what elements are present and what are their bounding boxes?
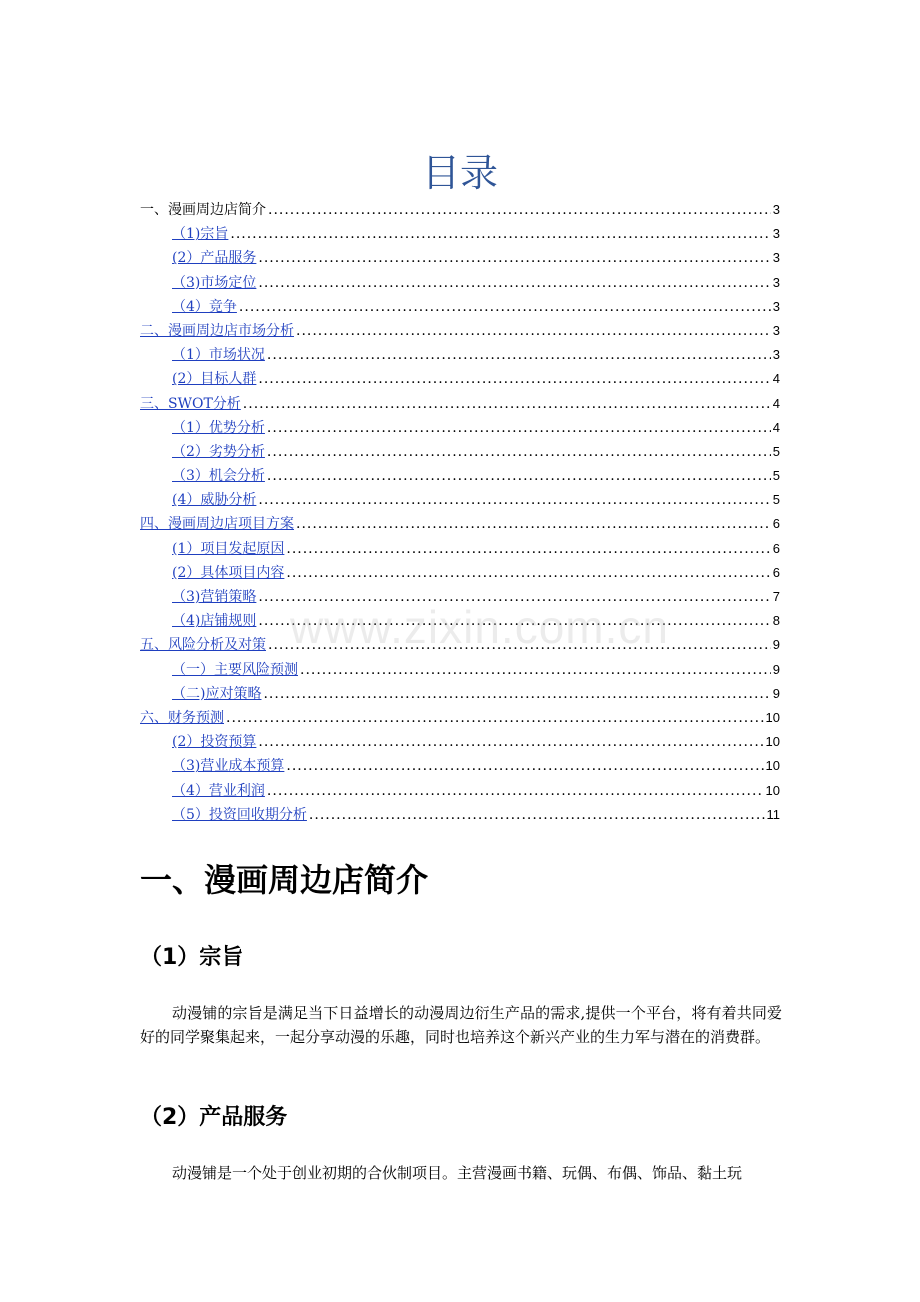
toc-entry-label[interactable]: 二、漫画周边店市场分析 <box>140 322 294 339</box>
toc-entry[interactable] <box>140 561 780 585</box>
toc-dot-leader <box>258 585 770 609</box>
toc-entry-label[interactable]: （4)店铺规则 <box>172 613 257 630</box>
toc-page-number: 9 <box>772 685 780 701</box>
toc-dot-leader <box>243 392 771 416</box>
toc-entry[interactable] <box>140 537 780 561</box>
toc-dot-leader <box>258 271 770 295</box>
toc-page-number: 3 <box>772 322 780 338</box>
toc-page-number: 5 <box>772 492 780 508</box>
toc-entry[interactable] <box>140 222 780 246</box>
toc-dot-leader <box>258 488 770 512</box>
toc-entry-label[interactable]: （3)营业成本预算 <box>172 758 285 775</box>
toc-entry[interactable] <box>140 779 780 803</box>
toc-entry-label[interactable]: （3）机会分析 <box>172 468 265 485</box>
toc-page-number: 5 <box>772 468 780 484</box>
toc-entry-label[interactable]: （2）劣势分析 <box>172 443 265 460</box>
toc-entry[interactable] <box>140 198 780 222</box>
toc-entry[interactable] <box>140 319 780 343</box>
toc-page-number: 9 <box>772 637 780 653</box>
toc-page-number: 4 <box>772 371 780 387</box>
toc-dot-leader <box>286 754 763 778</box>
toc-dot-leader <box>267 464 771 488</box>
toc-entry-label[interactable]: (4）威胁分析 <box>172 492 257 509</box>
toc-dot-leader <box>286 561 770 585</box>
toc-entry-label[interactable]: (2）投资预算 <box>172 734 257 751</box>
toc-dot-leader <box>258 367 770 391</box>
toc-entry-label[interactable]: （二)应对策略 <box>172 685 262 702</box>
toc-entry[interactable] <box>140 803 780 827</box>
toc-page-number: 3 <box>772 226 780 242</box>
toc-entry[interactable] <box>140 730 780 754</box>
toc-dot-leader <box>268 198 771 222</box>
section-heading: 一、漫画周边店简介 <box>140 861 429 899</box>
toc-entry[interactable] <box>140 658 780 682</box>
toc-page-number: 10 <box>765 782 780 798</box>
toc-title: 目录 <box>421 151 498 195</box>
toc-page-number: 10 <box>765 758 780 774</box>
toc-entry-label[interactable]: （3)营销策略 <box>172 589 257 605</box>
toc-entry[interactable] <box>140 392 780 416</box>
toc-entry-label[interactable]: 一、漫画周边店简介 <box>140 202 266 218</box>
toc-page-number: 6 <box>772 516 780 532</box>
toc-page-number: 6 <box>772 564 780 580</box>
toc-dot-leader <box>226 706 764 730</box>
toc-page-number: 7 <box>772 589 780 604</box>
toc-entry[interactable] <box>140 295 780 319</box>
toc-entry[interactable] <box>140 271 780 295</box>
toc-entry-label[interactable]: （4）竞争 <box>172 298 237 315</box>
toc-entry-label[interactable]: （一）主要风险预测 <box>172 661 298 678</box>
toc-entry-label[interactable]: （1)宗旨 <box>172 226 229 243</box>
toc-page-number: 11 <box>766 806 780 822</box>
table-of-contents <box>140 198 780 827</box>
toc-dot-leader <box>258 609 770 633</box>
toc-entry[interactable] <box>140 585 780 609</box>
toc-dot-leader <box>296 512 771 536</box>
toc-entry[interactable] <box>140 754 780 778</box>
toc-entry-label[interactable]: 五、风险分析及对策 <box>140 637 266 654</box>
toc-entry-label[interactable]: （4）营业利润 <box>172 782 265 799</box>
toc-page-number: 10 <box>765 734 780 750</box>
toc-dot-leader <box>268 633 771 657</box>
toc-entry[interactable] <box>140 246 780 270</box>
toc-entry-label[interactable]: （5）投资回收期分析 <box>172 806 307 823</box>
toc-entry[interactable] <box>140 464 780 488</box>
subsection-heading-purpose: （1）宗旨 <box>140 945 244 970</box>
toc-entry-label[interactable]: (1）项目发起原因 <box>172 540 285 557</box>
toc-entry-label[interactable]: (2）目标人群 <box>172 371 257 388</box>
toc-entry[interactable] <box>140 633 780 657</box>
toc-dot-leader <box>267 440 771 464</box>
toc-page-number: 4 <box>772 395 780 411</box>
toc-entry-label[interactable]: (2）产品服务 <box>172 250 257 267</box>
toc-dot-leader <box>239 295 771 319</box>
toc-page-number: 3 <box>772 298 780 314</box>
toc-entry[interactable] <box>140 343 780 367</box>
toc-dot-leader <box>258 246 770 270</box>
toc-page-number: 8 <box>772 613 780 629</box>
purpose-paragraph: 动漫铺的宗旨是满足当下日益增长的动漫周边衍生产品的需求,提供一个平台，将有着共同爱好的同学聚集起来，一起分享动漫的乐趣，同时也培养这个新兴产业的生力军与潜在的消费群。 <box>140 1004 782 1046</box>
toc-dot-leader <box>309 803 765 827</box>
toc-entry[interactable] <box>140 512 780 536</box>
watermark: www.zixin.com.cn <box>290 601 669 653</box>
toc-dot-leader <box>296 319 771 343</box>
toc-entry-label[interactable]: 三、SWOT分析 <box>140 395 241 412</box>
toc-dot-leader <box>230 222 770 246</box>
toc-entry-label[interactable]: 六、财务预测 <box>140 709 224 726</box>
toc-entry[interactable] <box>140 609 780 633</box>
toc-entry[interactable] <box>140 488 780 512</box>
toc-entry[interactable] <box>140 440 780 464</box>
toc-page-number: 6 <box>772 540 780 556</box>
toc-entry-label[interactable]: (2）具体项目内容 <box>172 564 285 581</box>
toc-page-number: 3 <box>772 274 780 290</box>
toc-entry-label[interactable]: （1）市场状况 <box>172 347 265 364</box>
subsection-heading-products: （2）产品服务 <box>140 1105 288 1130</box>
toc-page-number: 3 <box>772 202 780 217</box>
toc-entry[interactable] <box>140 367 780 391</box>
toc-entry-label[interactable]: （1）优势分析 <box>172 419 265 436</box>
toc-entry-label[interactable]: （3)市场定位 <box>172 274 257 291</box>
toc-page-number: 10 <box>765 709 780 725</box>
toc-entry[interactable] <box>140 682 780 706</box>
toc-page-number: 3 <box>772 250 780 266</box>
toc-entry[interactable] <box>140 416 780 440</box>
toc-page-number: 9 <box>772 661 780 677</box>
toc-dot-leader <box>267 779 764 803</box>
toc-page-number: 4 <box>772 419 780 435</box>
toc-dot-leader <box>267 416 771 440</box>
toc-entry[interactable] <box>140 706 780 730</box>
toc-page-number: 5 <box>772 443 780 459</box>
toc-dot-leader <box>263 682 770 706</box>
products-paragraph: 动漫铺是一个处于创业初期的合伙制项目。主营漫画书籍、玩偶、布偶、饰品、黏土玩 <box>172 1164 743 1182</box>
toc-dot-leader <box>286 537 770 561</box>
toc-entry-label[interactable]: 四、漫画周边店项目方案 <box>140 516 294 533</box>
toc-dot-leader <box>258 730 763 754</box>
toc-dot-leader <box>267 343 771 367</box>
toc-dot-leader <box>300 658 771 682</box>
toc-page-number: 3 <box>772 347 780 363</box>
